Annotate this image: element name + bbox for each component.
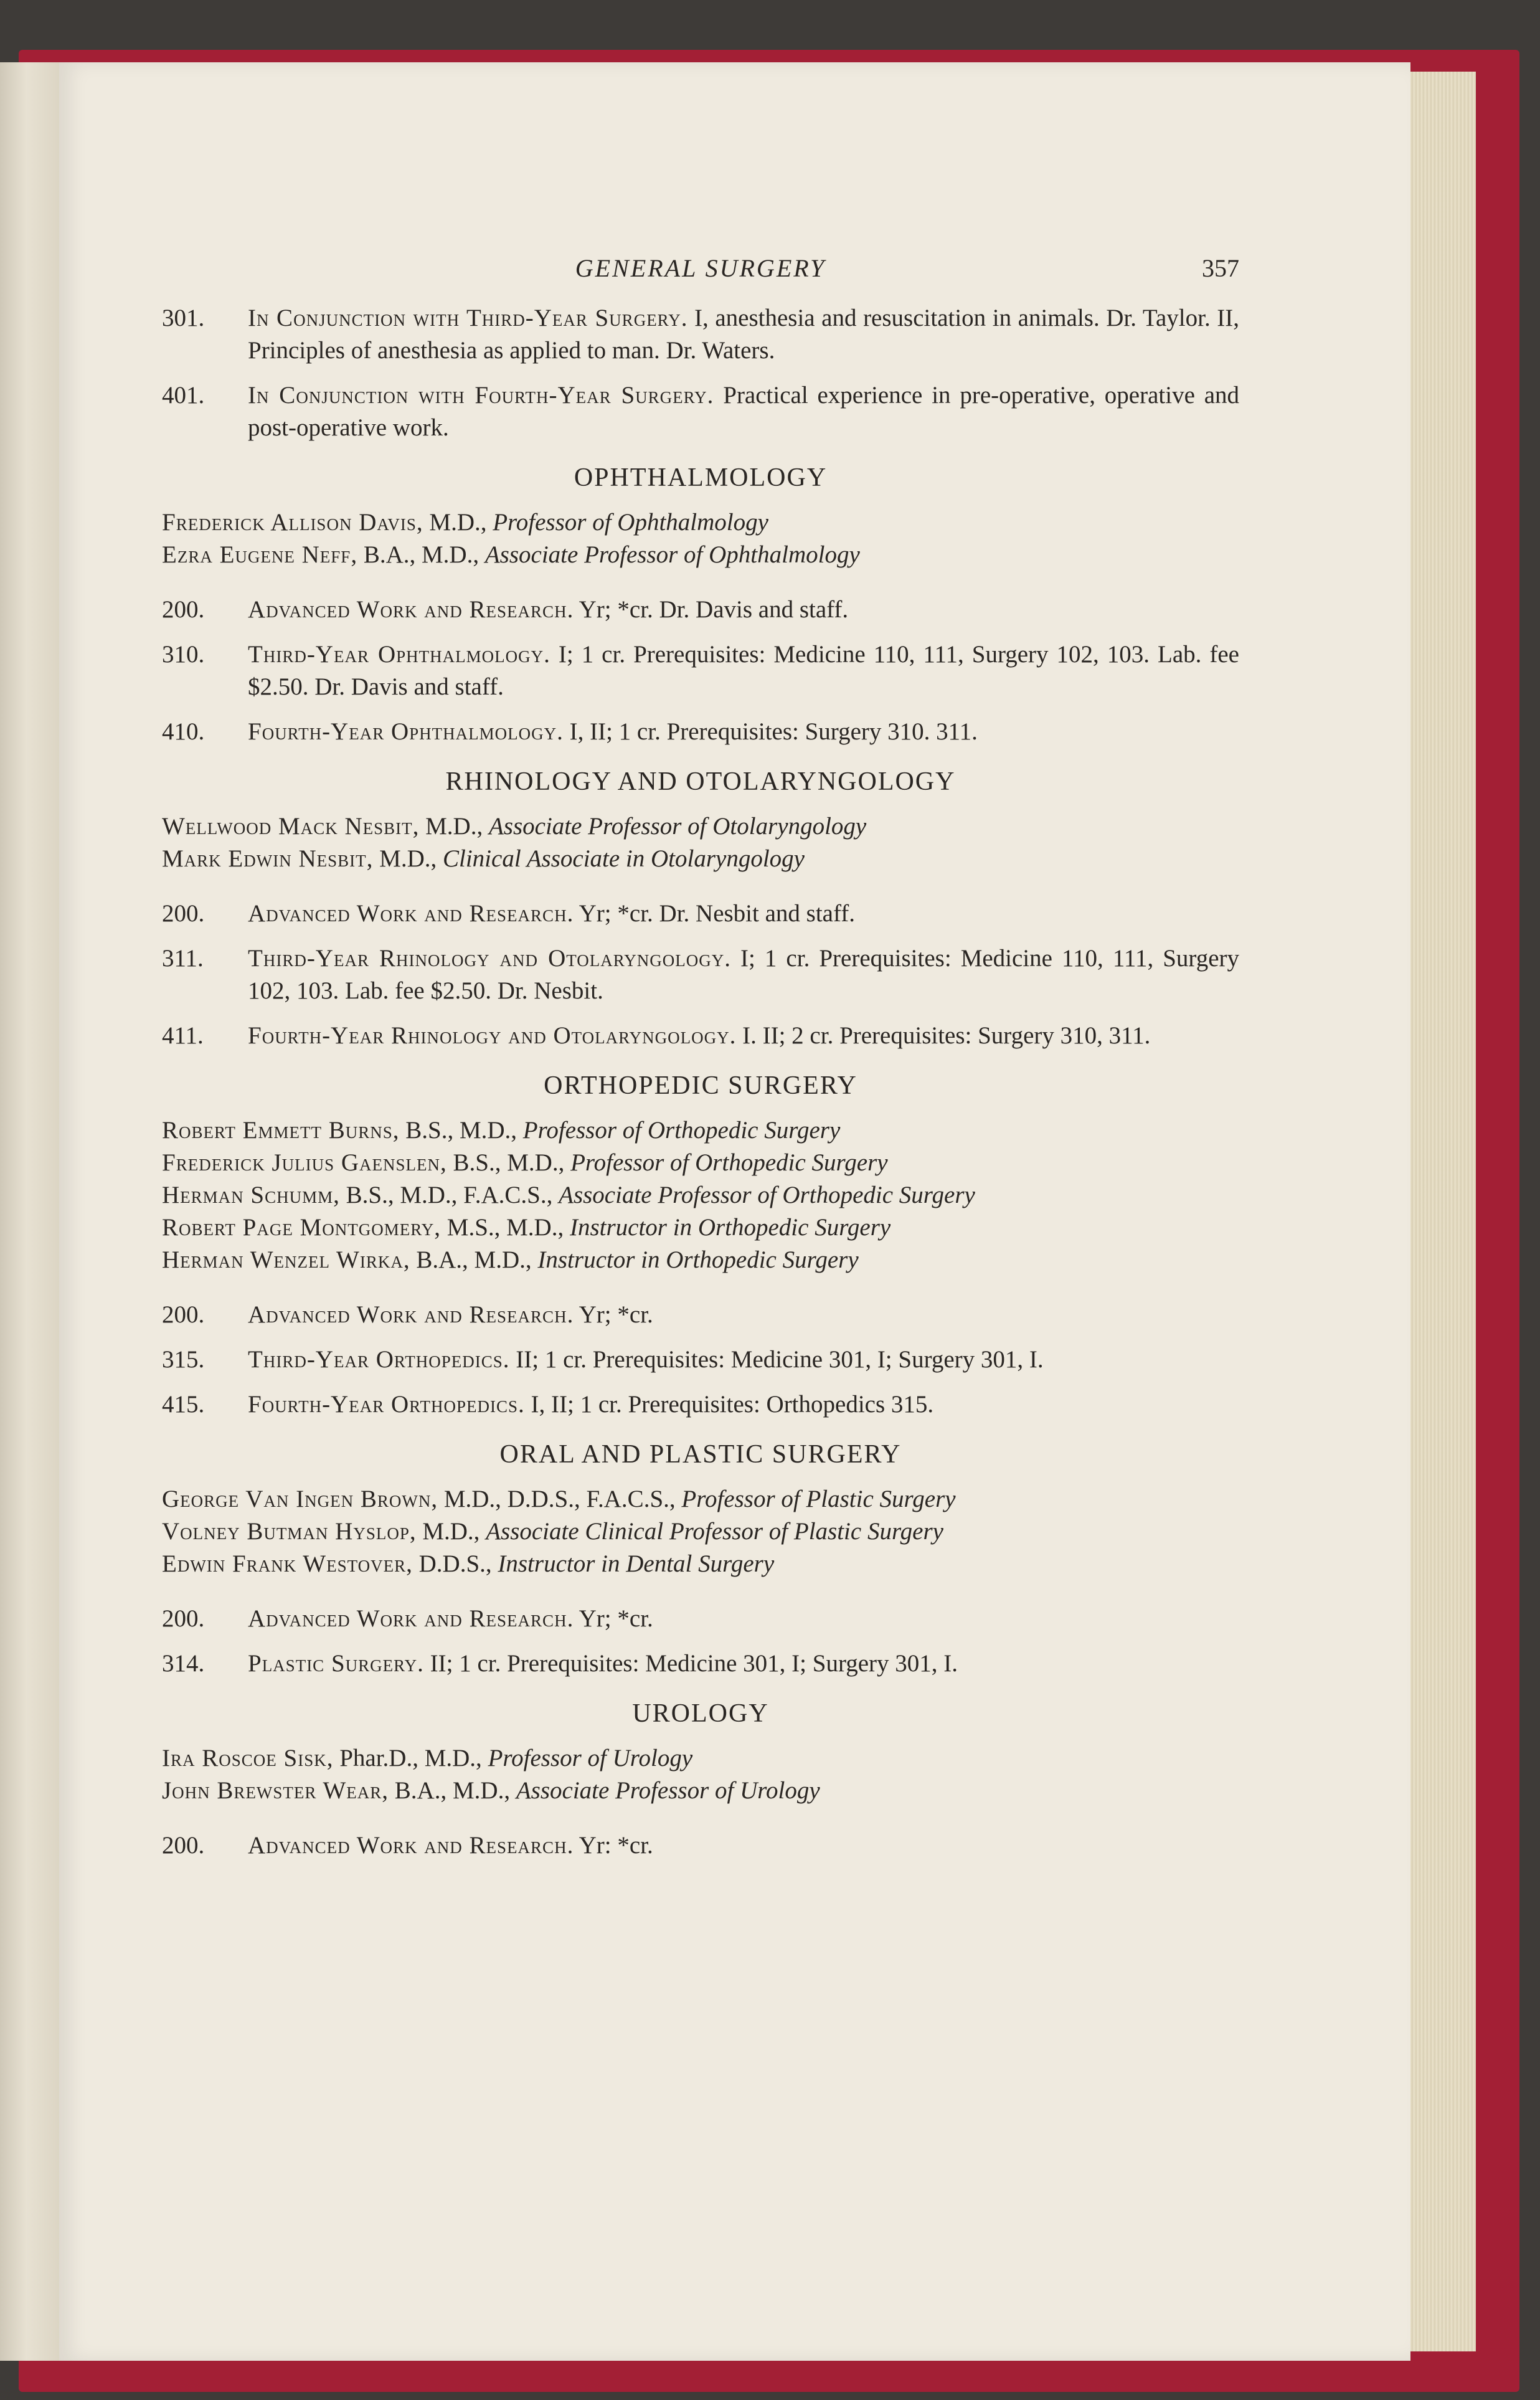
faculty-name: George Van Ingen Brown, <box>162 1486 438 1512</box>
course-number: 315. <box>162 1346 205 1373</box>
department-heading: UROLOGY <box>632 1699 769 1728</box>
faculty-name: Robert Page Montgomery, <box>162 1214 442 1241</box>
faculty-name: Volney Butman Hyslop, <box>162 1518 417 1545</box>
course-entry <box>162 1388 1239 1421</box>
faculty-degrees: M.S., M.D., <box>446 1214 564 1241</box>
course-entry <box>162 379 1239 444</box>
intro-courses <box>162 302 1239 444</box>
course-title: Advanced Work and Research. <box>248 1301 574 1328</box>
course-title: Advanced Work and Research. <box>248 1605 574 1632</box>
course-description: Practical experience in pre-operative, operative and post-operative work. <box>248 382 1240 441</box>
faculty-entry <box>162 1179 1239 1212</box>
course-title: Fourth-Year Orthopedics. <box>248 1391 525 1418</box>
faculty-degrees: B.A., M.D., <box>394 1777 511 1804</box>
course-entry <box>162 594 1239 626</box>
faculty-title: Clinical Associate in Otolaryngology <box>443 845 805 872</box>
faculty-name: Mark Edwin Nesbit, <box>162 845 374 872</box>
department-heading: ORTHOPEDIC SURGERY <box>544 1071 857 1100</box>
department-heading: OPHTHALMOLOGY <box>574 463 828 492</box>
course-number: 310. <box>162 641 205 668</box>
faculty-degrees: M.D., D.D.S., F.A.C.S., <box>443 1486 676 1512</box>
spacer <box>162 1807 1239 1817</box>
faculty-entry <box>162 1775 1239 1807</box>
course-number: 200. <box>162 1605 205 1632</box>
course-number: 411. <box>162 1022 204 1049</box>
course-description: II; 1 cr. Prerequisites: Medicine 301, I; Surgery 301, I. <box>516 1346 1044 1373</box>
course-number: 200. <box>162 596 205 623</box>
course-entry <box>162 716 1239 748</box>
course-description: I, II; 1 cr. Prerequisites: Orthopedics 315. <box>531 1391 934 1418</box>
faculty-entry <box>162 810 1239 843</box>
faculty-name: Wellwood Mack Nesbit, <box>162 813 420 840</box>
course-description: I, anesthesia and resuscitation in animals. Dr. Taylor. II, Principles of anesthesia as applied to man. Dr. Waters. <box>248 305 1240 364</box>
course-entry <box>162 302 1239 367</box>
course-entry <box>162 942 1239 1007</box>
faculty-entry <box>162 1114 1239 1147</box>
faculty-name: Herman Wenzel Wirka, <box>162 1246 410 1273</box>
faculty-entry <box>162 1742 1239 1775</box>
faculty-degrees: B.S., M.D., <box>453 1149 565 1176</box>
course-title: Advanced Work and Research. <box>248 900 574 927</box>
course-title: Advanced Work and Research. <box>248 1832 574 1859</box>
course-number: 314. <box>162 1650 205 1677</box>
faculty-name: Edwin Frank Westover, <box>162 1550 413 1577</box>
course-text <box>248 1388 1239 1421</box>
department-heading: RHINOLOGY AND OTOLARYNGOLOGY <box>445 767 956 796</box>
course-entry <box>162 1829 1239 1862</box>
course-entry <box>162 638 1239 703</box>
faculty-title: Associate Professor of Otolaryngology <box>488 813 867 840</box>
course-text <box>248 638 1239 703</box>
course-description: Yr; *cr. <box>579 1301 653 1328</box>
course-description: Yr; *cr. <box>579 1605 653 1632</box>
course-title: Advanced Work and Research. <box>248 596 574 623</box>
department-section <box>162 1697 1239 1862</box>
department-section <box>162 1070 1239 1421</box>
course-title: In Conjunction with Third-Year Surgery. <box>248 305 688 331</box>
course-description: Yr: *cr. <box>579 1832 653 1859</box>
course-description: I; 1 cr. Prerequisites: Medicine 110, 111, Surgery 102, 103. Lab. fee $2.50. Dr. Nesbit. <box>248 945 1240 1004</box>
course-title: Plastic Surgery. <box>248 1650 424 1677</box>
course-number: 301. <box>162 305 205 331</box>
faculty-name: Robert Emmett Burns, <box>162 1117 400 1144</box>
running-head <box>162 252 1239 290</box>
faculty-degrees: M.D., <box>429 509 487 536</box>
faculty-title: Professor of Ophthalmology <box>493 509 768 536</box>
course-entry <box>162 1648 1239 1680</box>
department-section <box>162 1438 1239 1680</box>
left-page-stack <box>0 62 59 2361</box>
course-entry <box>162 1020 1239 1052</box>
course-entry <box>162 1299 1239 1331</box>
faculty-title: Professor of Orthopedic Surgery <box>570 1149 888 1176</box>
spacer <box>162 571 1239 581</box>
faculty-degrees: Phar.D., M.D., <box>339 1745 482 1772</box>
faculty-degrees: D.D.S., <box>418 1550 492 1577</box>
department-heading: ORAL AND PLASTIC SURGERY <box>499 1440 902 1469</box>
running-head-title: GENERAL SURGERY <box>575 254 826 282</box>
course-number: 200. <box>162 1301 205 1328</box>
faculty-title: Professor of Orthopedic Surgery <box>522 1117 841 1144</box>
course-text <box>248 1648 1239 1680</box>
faculty-title: Associate Professor of Orthopedic Surgery <box>559 1182 975 1208</box>
course-number: 415. <box>162 1391 205 1418</box>
course-text <box>248 1603 1239 1635</box>
faculty-title: Associate Professor of Urology <box>516 1777 820 1804</box>
course-title: Third-Year Rhinology and Otolaryngology. <box>248 945 731 972</box>
faculty-entry <box>162 506 1239 539</box>
course-number: 401. <box>162 382 205 409</box>
course-text <box>248 379 1239 444</box>
faculty-name: John Brewster Wear, <box>162 1777 389 1804</box>
spacer <box>162 875 1239 885</box>
faculty-name: Herman Schumm, <box>162 1182 340 1208</box>
course-text <box>248 1020 1239 1052</box>
spacer <box>162 1580 1239 1590</box>
faculty-entry <box>162 843 1239 875</box>
course-text <box>248 1299 1239 1331</box>
course-description: I. II; 2 cr. Prerequisites: Surgery 310, 311. <box>742 1022 1151 1049</box>
faculty-name: Ezra Eugene Neff, <box>162 541 358 568</box>
faculty-degrees: M.D., <box>379 845 437 872</box>
faculty-name: Frederick Allison Davis, <box>162 509 423 536</box>
faculty-name: Ira Roscoe Sisk, <box>162 1745 334 1772</box>
course-entry <box>162 898 1239 930</box>
course-entry <box>162 1603 1239 1635</box>
departments <box>162 462 1239 1862</box>
course-number: 200. <box>162 1832 205 1859</box>
faculty-title: Associate Clinical Professor of Plastic Surgery <box>486 1518 943 1545</box>
course-text <box>248 594 1239 626</box>
course-description: Yr; *cr. Dr. Davis and staff. <box>579 596 849 623</box>
page-number: 357 <box>1202 254 1239 282</box>
faculty-entry <box>162 1515 1239 1548</box>
faculty-title: Instructor in Orthopedic Surgery <box>569 1214 891 1241</box>
course-text <box>248 716 1239 748</box>
faculty-title: Instructor in Dental Surgery <box>498 1550 775 1577</box>
faculty-entry <box>162 1147 1239 1179</box>
faculty-degrees: B.A., M.D., <box>416 1246 532 1273</box>
course-number: 311. <box>162 945 204 972</box>
faculty-entry <box>162 1244 1239 1276</box>
course-description: I; 1 cr. Prerequisites: Medicine 110, 111, Surgery 102, 103. Lab. fee $2.50. Dr. Davis and staff. <box>248 641 1239 700</box>
faculty-entry <box>162 539 1239 571</box>
course-entry <box>162 1344 1239 1376</box>
department-section <box>162 766 1239 1052</box>
course-text <box>248 898 1239 930</box>
course-text <box>248 1829 1239 1862</box>
faculty-entry <box>162 1212 1239 1244</box>
faculty-degrees: M.D., <box>425 813 483 840</box>
course-number: 410. <box>162 718 205 745</box>
course-description: II; 1 cr. Prerequisites: Medicine 301, I; Surgery 301, I. <box>430 1650 958 1677</box>
faculty-entry <box>162 1548 1239 1580</box>
course-text <box>248 1344 1239 1376</box>
faculty-title: Professor of Urology <box>488 1745 693 1772</box>
spacer <box>162 1276 1239 1286</box>
course-title: Third-Year Orthopedics. <box>248 1346 510 1373</box>
course-text <box>248 942 1239 1007</box>
course-title: Third-Year Ophthalmology. <box>248 641 550 668</box>
page-edge <box>1410 72 1476 2351</box>
faculty-degrees: B.S., M.D., <box>405 1117 517 1144</box>
faculty-title: Associate Professor of Ophthalmology <box>484 541 860 568</box>
course-title: In Conjunction with Fourth-Year Surgery. <box>248 382 714 409</box>
department-section <box>162 462 1239 748</box>
faculty-degrees: B.A., M.D., <box>363 541 479 568</box>
faculty-title: Professor of Plastic Surgery <box>681 1486 956 1512</box>
page-content <box>162 252 1239 1862</box>
faculty-degrees: B.S., M.D., F.A.C.S., <box>346 1182 553 1208</box>
faculty-degrees: M.D., <box>422 1518 480 1545</box>
course-title: Fourth-Year Rhinology and Otolaryngology. <box>248 1022 737 1049</box>
faculty-title: Instructor in Orthopedic Surgery <box>537 1246 859 1273</box>
course-title: Fourth-Year Ophthalmology. <box>248 718 564 745</box>
course-description: I, II; 1 cr. Prerequisites: Surgery 310. 311. <box>569 718 978 745</box>
course-number: 200. <box>162 900 205 927</box>
course-description: Yr; *cr. Dr. Nesbit and staff. <box>579 900 855 927</box>
faculty-entry <box>162 1483 1239 1515</box>
course-text <box>248 302 1239 367</box>
faculty-name: Frederick Julius Gaenslen, <box>162 1149 447 1176</box>
